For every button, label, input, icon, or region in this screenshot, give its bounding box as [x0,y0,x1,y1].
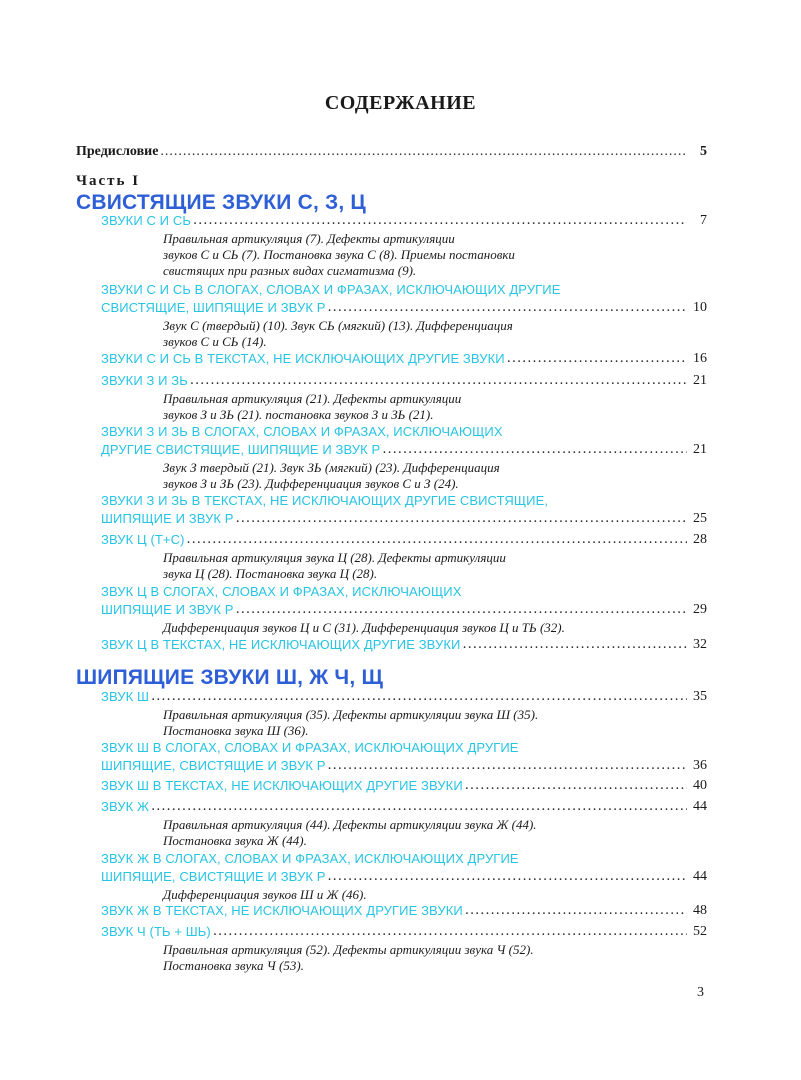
toc-entry-title: ЗВУК Ж [101,799,150,814]
toc-entry [101,924,707,940]
toc-leader-dots [328,758,688,774]
toc-page-number: 28 [693,532,707,547]
toc-entry [101,442,707,458]
toc-entry-title: ЗВУКИ З И ЗЬ [101,373,188,388]
toc-entry-title-line: ЗВУКИ С И СЬ В СЛОГАХ, СЛОВАХ И ФРАЗАХ, ИСКЛЮЧАЮЩИХ ДРУГИЕ [101,282,561,297]
toc-entry [101,758,707,774]
toc-entry-description [163,391,703,423]
toc-page-number: 44 [693,799,707,814]
page-number: 3 [697,985,704,1000]
toc-page-number: 44 [693,869,707,884]
toc-leader-dots [151,799,687,815]
toc-leader-dots [187,532,687,548]
toc-entry-description [163,817,703,849]
toc-entry-description [163,231,703,279]
toc-page-number: 48 [693,903,707,918]
toc-description-line: Правильная артикуляция звука Ц (28). Дефекты артикуляции [163,550,506,565]
toc-description-line: звуков С и СЬ (14). [163,334,267,349]
toc-description-line: Правильная артикуляция (21). Дефекты артикуляции [163,391,462,406]
toc-entry-title: ЗВУК Ш [101,689,150,704]
toc-entry [101,602,707,618]
toc-description-line: Звук С (твердый) (10). Звук СЬ (мягкий) (13). Дифференциация [163,318,513,333]
toc-leader-dots [236,602,687,618]
toc-entry-description [163,887,703,903]
toc-description-line: Дифференциация звуков Ц и С (31). Дифференциация звуков Ц и ТЬ (32). [163,620,565,635]
toc-page-number: 25 [693,511,707,526]
toc-leader-dots [465,903,687,919]
toc-entry-title: ШИПЯЩИЕ, СВИСТЯЩИЕ И ЗВУК Р [101,869,326,884]
toc-description-line: звуков С и СЬ (7). Постановка звука С (8). Приемы постановки [163,247,515,262]
toc-preface [76,144,707,160]
toc-leader-dots [507,351,687,367]
toc-leader-dots [151,689,687,705]
toc-page-number: 5 [700,144,707,159]
toc-page-number: 10 [693,300,707,315]
toc-entry [101,532,707,548]
toc-entry-title: ЗВУКИ С И СЬ [101,213,191,228]
toc-leader-dots [193,213,687,229]
toc-entry-title: ЗВУК Ц (Т+С) [101,532,185,547]
toc-entry-title: ЗВУК Ш В ТЕКСТАХ, НЕ ИСКЛЮЧАЮЩИХ ДРУГИЕ ЗВУКИ [101,778,463,793]
toc-entry [101,511,707,527]
toc-entry-description [163,620,703,636]
toc-entry [101,300,707,316]
toc-entry-title-line: ЗВУК Ж В СЛОГАХ, СЛОВАХ И ФРАЗАХ, ИСКЛЮЧАЮЩИХ ДРУГИЕ [101,851,519,866]
toc-entry-title: ШИПЯЩИЕ И ЗВУК Р [101,511,234,526]
part-heading: Часть I [76,173,141,189]
toc-page-number: 16 [693,351,707,366]
toc-entry-title: ЗВУК Ж В ТЕКСТАХ, НЕ ИСКЛЮЧАЮЩИХ ДРУГИЕ ЗВУКИ [101,903,463,918]
section-heading-1: СВИСТЯЩИЕ ЗВУКИ С, З, Ц [76,191,366,214]
toc-entry [101,869,707,885]
toc-description-line: Дифференциация звуков Ш и Ж (46). [163,887,367,902]
toc-entry-title-line: ЗВУКИ З И ЗЬ В СЛОГАХ, СЛОВАХ И ФРАЗАХ, ИСКЛЮЧАЮЩИХ [101,424,503,439]
toc-description-line: Правильная артикуляция (7). Дефекты артикуляции [163,231,455,246]
section-heading-2: ШИПЯЩИЕ ЗВУКИ Ш, Ж Ч, Щ [76,666,384,689]
toc-description-line: Постановка звука Ш (36). [163,723,309,738]
toc-page-number: 21 [693,442,707,457]
toc-entry-description [163,318,703,350]
toc-entry-title-line: ЗВУКИ З И ЗЬ В ТЕКСТАХ, НЕ ИСКЛЮЧАЮЩИХ ДРУГИЕ СВИСТЯЩИЕ, [101,493,549,508]
toc-entry-description [163,550,703,582]
toc-description-line: Звук З твердый (21). Звук ЗЬ (мягкий) (23). Дифференциация [163,460,500,475]
toc-leader-dots [160,144,687,160]
toc-leader-dots [328,869,688,885]
toc-description-line: Постановка звука Ч (53). [163,958,304,973]
toc-entry-title: СВИСТЯЩИЕ, ШИПЯЩИЕ И ЗВУК Р [101,300,326,315]
toc-description-line: Правильная артикуляция (44). Дефекты артикуляции звука Ж (44). [163,817,537,832]
toc-entry [101,213,707,229]
toc-leader-dots [328,300,688,316]
toc-description-line: звуков З и ЗЬ (23). Дифференциация звуков С и З (24). [163,476,459,491]
toc-description-line: Постановка звука Ж (44). [163,833,307,848]
toc-leader-dots [465,778,687,794]
toc-entry-description [163,942,703,974]
toc-preface-label: Предисловие [76,144,159,159]
toc-entry-title: ШИПЯЩИЕ И ЗВУК Р [101,602,234,617]
toc-entry-title: ШИПЯЩИЕ, СВИСТЯЩИЕ И ЗВУК Р [101,758,326,773]
toc-entry-title: ЗВУКИ С И СЬ В ТЕКСТАХ, НЕ ИСКЛЮЧАЮЩИХ ДРУГИЕ ЗВУКИ [101,351,505,366]
toc-entry-title: ДРУГИЕ СВИСТЯЩИЕ, ШИПЯЩИЕ И ЗВУК Р [101,442,381,457]
toc-page-number: 40 [693,778,707,793]
toc-leader-dots [382,442,687,458]
toc-page-number: 29 [693,602,707,617]
toc-entry [101,373,707,389]
toc-page-number: 52 [693,924,707,939]
toc-leader-dots [463,637,688,653]
toc-entry [101,637,707,653]
toc-entry [101,351,707,367]
toc-entry [101,799,707,815]
toc-page-number: 35 [693,689,707,704]
toc-entry [101,689,707,705]
toc-entry-description [163,460,703,492]
toc-description-line: свистящих при разных видах сигматизма (9). [163,263,417,278]
toc-entry-title-line: ЗВУК Ш В СЛОГАХ, СЛОВАХ И ФРАЗАХ, ИСКЛЮЧАЮЩИХ ДРУГИЕ [101,740,519,755]
toc-leader-dots [213,924,687,940]
toc-description-line: Правильная артикуляция (52). Дефекты артикуляции звука Ч (52). [163,942,534,957]
toc-entry-title: ЗВУК Ч (ТЬ + ШЬ) [101,924,211,939]
toc-leader-dots [190,373,687,389]
toc-description-line: звуков З и ЗЬ (21). постановка звуков З и ЗЬ (21). [163,407,434,422]
page-title: СОДЕРЖАНИЕ [324,92,477,114]
toc-page-number: 21 [693,373,707,388]
toc-page-number: 36 [693,758,707,773]
toc-entry-title: ЗВУК Ц В ТЕКСТАХ, НЕ ИСКЛЮЧАЮЩИХ ДРУГИЕ ЗВУКИ [101,637,461,652]
toc-entry-description [163,707,703,739]
toc-page-number: 32 [693,637,707,652]
toc-leader-dots [236,511,687,527]
toc-description-line: звука Ц (28). Постановка звука Ц (28). [163,566,378,581]
toc-page-number: 7 [700,213,707,228]
toc-entry [101,778,707,794]
toc-description-line: Правильная артикуляция (35). Дефекты артикуляции звука Ш (35). [163,707,539,722]
toc-entry-title-line: ЗВУК Ц В СЛОГАХ, СЛОВАХ И ФРАЗАХ, ИСКЛЮЧАЮЩИХ [101,584,462,599]
toc-entry [101,903,707,919]
